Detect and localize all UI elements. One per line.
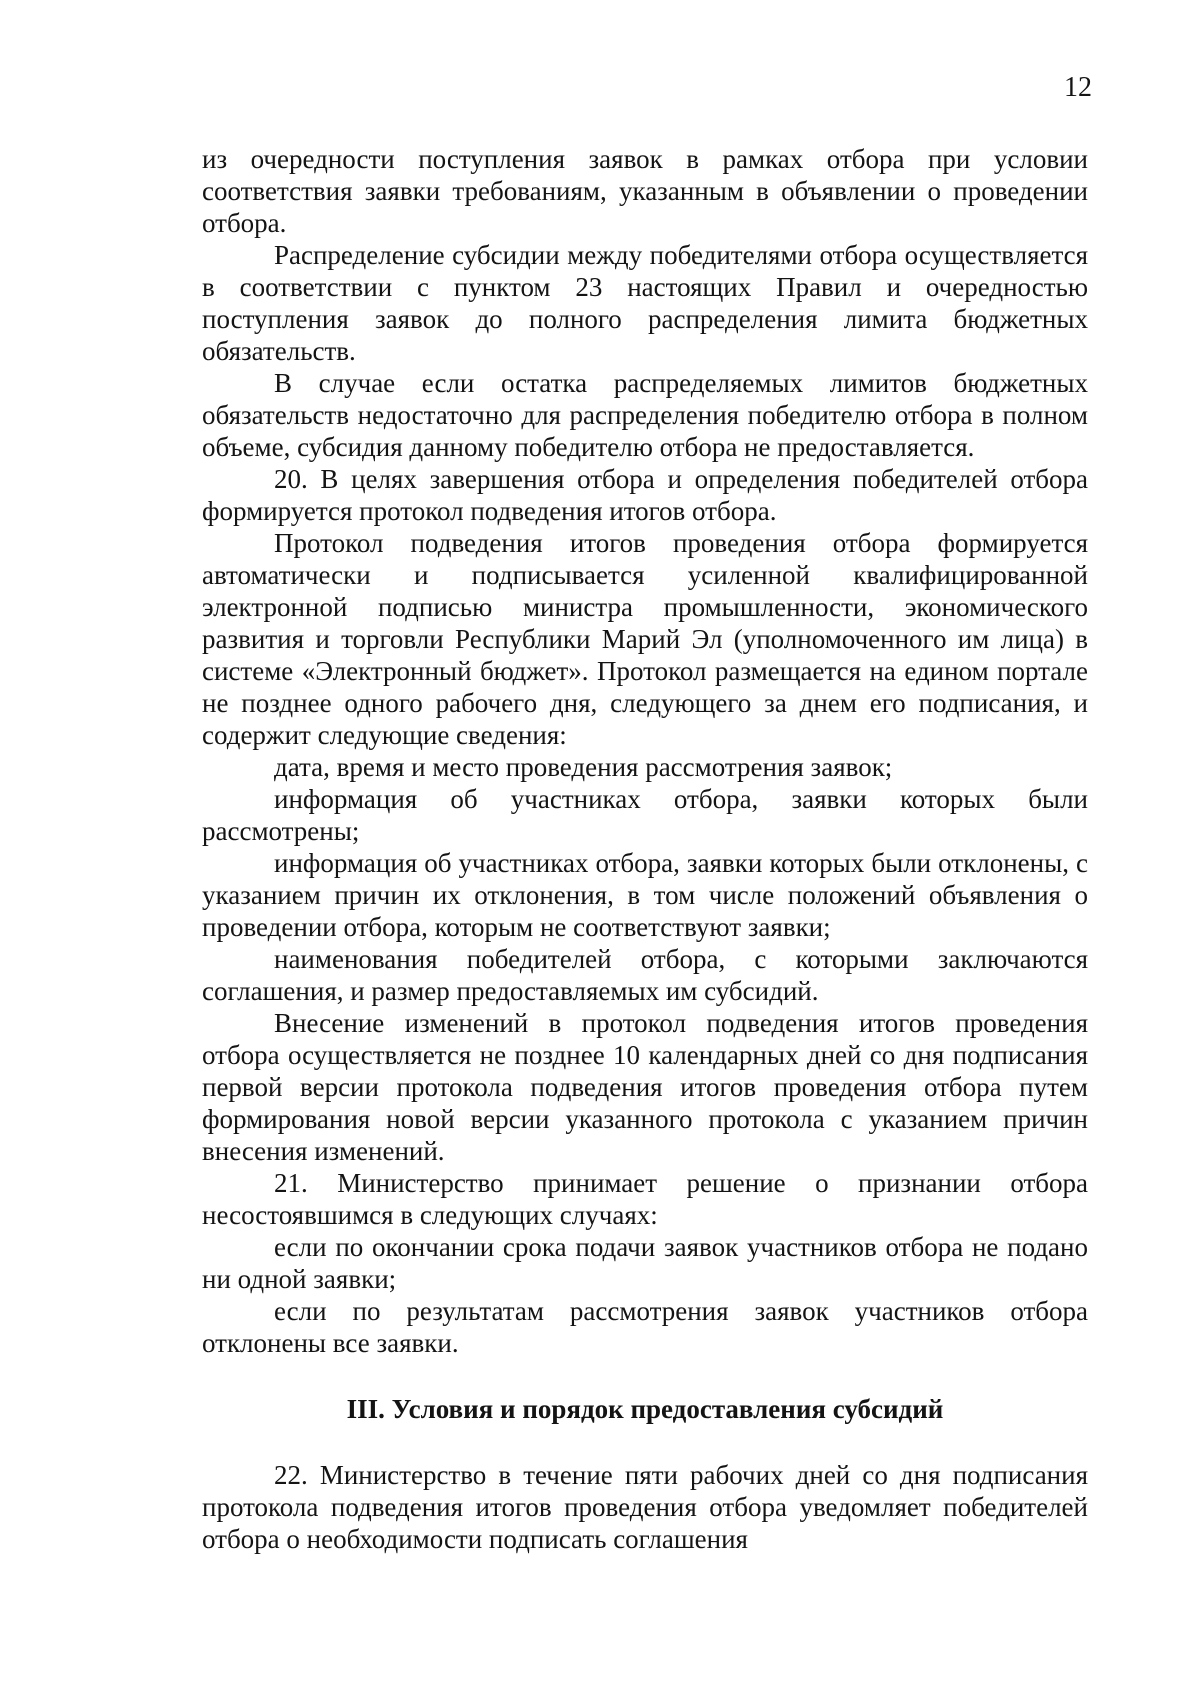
paragraph: наименования победителей отбора, с которыми заключаются соглашения, и размер предоставляемых им субсидий. bbox=[202, 944, 1088, 1006]
paragraph: В случае если остатка распределяемых лимитов бюджетных обязательств недостаточно для распределения победителю отбора в полном объеме, субсидия данному победителю отбора не предоставляется. bbox=[202, 368, 1088, 462]
paragraph: из очередности поступления заявок в рамках отбора при условии соответствия заявки требованиям, указанным в объявлении о проведении отбора. bbox=[202, 144, 1088, 238]
paragraph: 20. В целях завершения отбора и определения победителей отбора формируется протокол подведения итогов отбора. bbox=[202, 464, 1088, 526]
page-number: 12 bbox=[1064, 72, 1092, 103]
paragraph: информация об участниках отбора, заявки которых были рассмотрены; bbox=[202, 784, 1088, 846]
paragraph: 21. Министерство принимает решение о признании отбора несостоявшимся в следующих случаях: bbox=[202, 1168, 1088, 1230]
paragraph: информация об участниках отбора, заявки которых были отклонены, с указанием причин их отклонения, в том числе положений объявления о проведении отбора, которым не соответствуют заявки; bbox=[202, 848, 1088, 942]
paragraph: если по окончании срока подачи заявок участников отбора не подано ни одной заявки; bbox=[202, 1232, 1088, 1294]
paragraph: Протокол подведения итогов проведения отбора формируется автоматически и подписывается усиленной квалифицированной электронной подписью министра промышленности, экономического развития и торговли Республики Марий Эл (уполномоченного им лица) в системе «Электронный бюджет». Протокол размещается на едином портале не позднее одного рабочего дня, следующего за днем его подписания, и содержит следующие сведения: bbox=[202, 528, 1088, 750]
paragraph: 22. Министерство в течение пяти рабочих дней со дня подписания протокола подведения итогов проведения отбора уведомляет победителей отбора о необходимости подписать соглашения bbox=[202, 1460, 1088, 1554]
section-heading: III. Условия и порядок предоставления субсидий bbox=[346, 1394, 944, 1424]
paragraph: Распределение субсидии между победителями отбора осуществляется в соответствии с пунктом 23 настоящих Правил и очередностью поступления заявок до полного распределения лимита бюджетных обязательств. bbox=[202, 240, 1088, 366]
paragraph: дата, время и место проведения рассмотрения заявок; bbox=[274, 752, 893, 782]
paragraph: если по результатам рассмотрения заявок участников отбора отклонены все заявки. bbox=[202, 1296, 1088, 1358]
document-body bbox=[202, 143, 1088, 1555]
paragraph: Внесение изменений в протокол подведения итогов проведения отбора осуществляется не позднее 10 календарных дней со дня подписания первой версии протокола подведения итогов проведения отбора путем формирования новой версии указанного протокола с указанием причин внесения изменений. bbox=[202, 1008, 1088, 1166]
